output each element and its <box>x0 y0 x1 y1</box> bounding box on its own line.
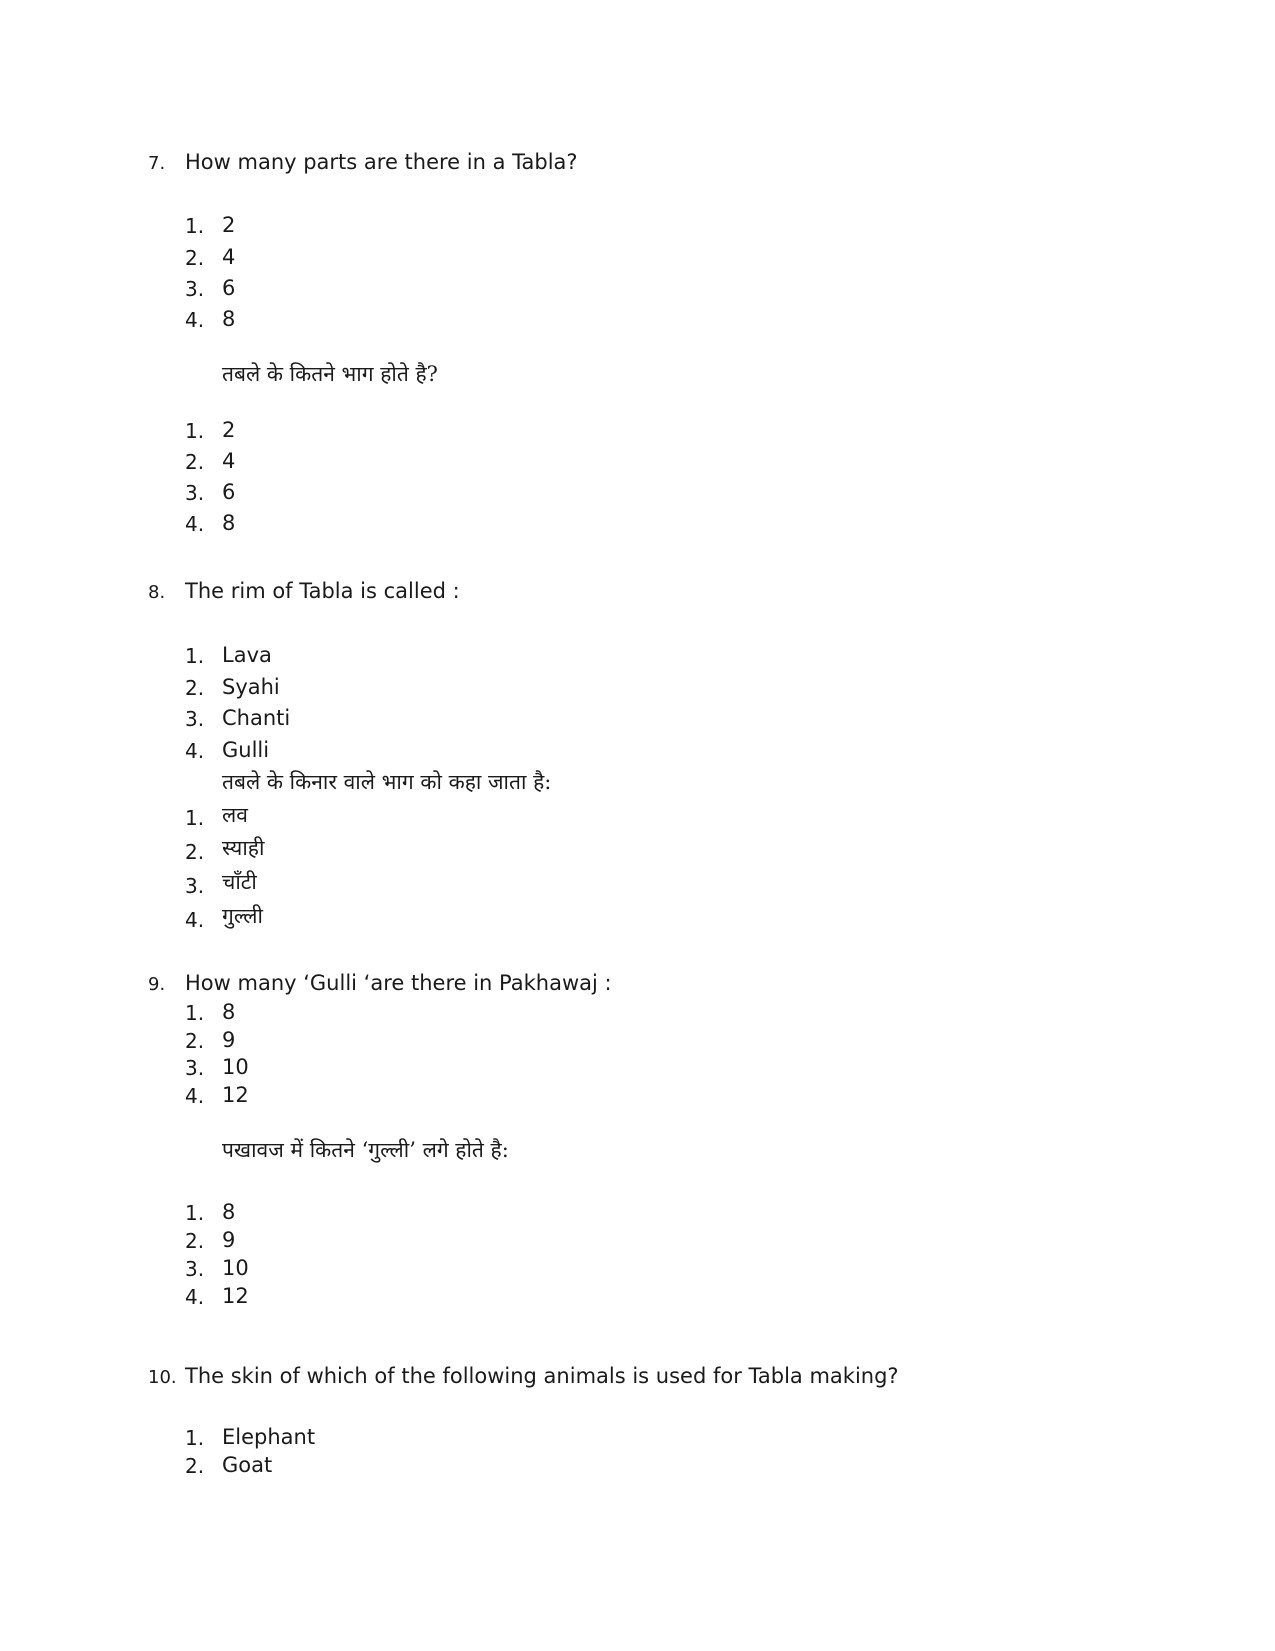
question-number: 9. <box>148 974 166 995</box>
option-text: स्याही <box>222 836 265 860</box>
option-number: 2. <box>185 450 205 474</box>
option-number: 1. <box>185 1201 205 1225</box>
option-number: 1. <box>185 214 205 238</box>
option-number: 4. <box>185 308 205 332</box>
option-number: 4. <box>185 1285 205 1309</box>
option-number: 2. <box>185 1229 205 1253</box>
option-text: 9 <box>222 1228 236 1252</box>
question-number: 8. <box>148 582 166 603</box>
option-number: 4. <box>185 908 205 932</box>
option-text: 6 <box>222 276 236 300</box>
question-number: 10. <box>148 1367 177 1388</box>
option-number: 2. <box>185 246 205 270</box>
option-number: 1. <box>185 644 205 668</box>
hindi-question-text: तबले के किनार वाले भाग को कहा जाता है: <box>222 770 552 794</box>
option-text: Chanti <box>222 706 291 730</box>
option-number: 2. <box>185 840 205 864</box>
option-number: 4. <box>185 1084 205 1108</box>
option-text: 10 <box>222 1256 249 1280</box>
option-text: Goat <box>222 1453 273 1477</box>
option-number: 4. <box>185 512 205 536</box>
option-text: Elephant <box>222 1425 316 1449</box>
option-text: लव <box>222 803 248 827</box>
option-number: 1. <box>185 806 205 830</box>
option-number: 4. <box>185 739 205 763</box>
question-text: The skin of which of the following animals is used for Tabla making? <box>185 1364 899 1388</box>
option-text: 8 <box>222 511 236 535</box>
hindi-question-text: पखावज में कितने ‘गुल्ली’ लगे होते है: <box>222 1138 509 1162</box>
option-text: 4 <box>222 449 236 473</box>
option-number: 3. <box>185 277 205 301</box>
option-number: 3. <box>185 707 205 731</box>
option-text: चॉंटी <box>222 870 257 894</box>
option-text: 12 <box>222 1284 249 1308</box>
option-text: 10 <box>222 1055 249 1079</box>
option-text: Syahi <box>222 675 280 699</box>
hindi-question-text: तबले के कितने भाग होते है? <box>222 362 438 386</box>
option-number: 3. <box>185 874 205 898</box>
option-text: 8 <box>222 1200 236 1224</box>
option-text: Gulli <box>222 738 270 762</box>
option-text: गुल्ली <box>222 904 263 928</box>
question-number: 7. <box>148 153 166 174</box>
question-text: How many parts are there in a Tabla? <box>185 150 578 174</box>
option-number: 1. <box>185 1426 205 1450</box>
question-text: The rim of Tabla is called : <box>185 579 460 603</box>
option-number: 2. <box>185 1454 205 1478</box>
question-text: How many ‘Gulli ‘are there in Pakhawaj : <box>185 971 612 995</box>
option-text: 9 <box>222 1028 236 1052</box>
option-number: 3. <box>185 1257 205 1281</box>
option-number: 3. <box>185 1056 205 1080</box>
option-text: 8 <box>222 307 236 331</box>
option-number: 1. <box>185 419 205 443</box>
option-text: 6 <box>222 480 236 504</box>
option-number: 1. <box>185 1001 205 1025</box>
option-number: 2. <box>185 1029 205 1053</box>
option-number: 3. <box>185 481 205 505</box>
option-text: 2 <box>222 418 236 442</box>
option-text: 2 <box>222 213 236 237</box>
option-number: 2. <box>185 676 205 700</box>
option-text: Lava <box>222 643 272 667</box>
option-text: 4 <box>222 245 236 269</box>
option-text: 8 <box>222 1000 236 1024</box>
option-text: 12 <box>222 1083 249 1107</box>
